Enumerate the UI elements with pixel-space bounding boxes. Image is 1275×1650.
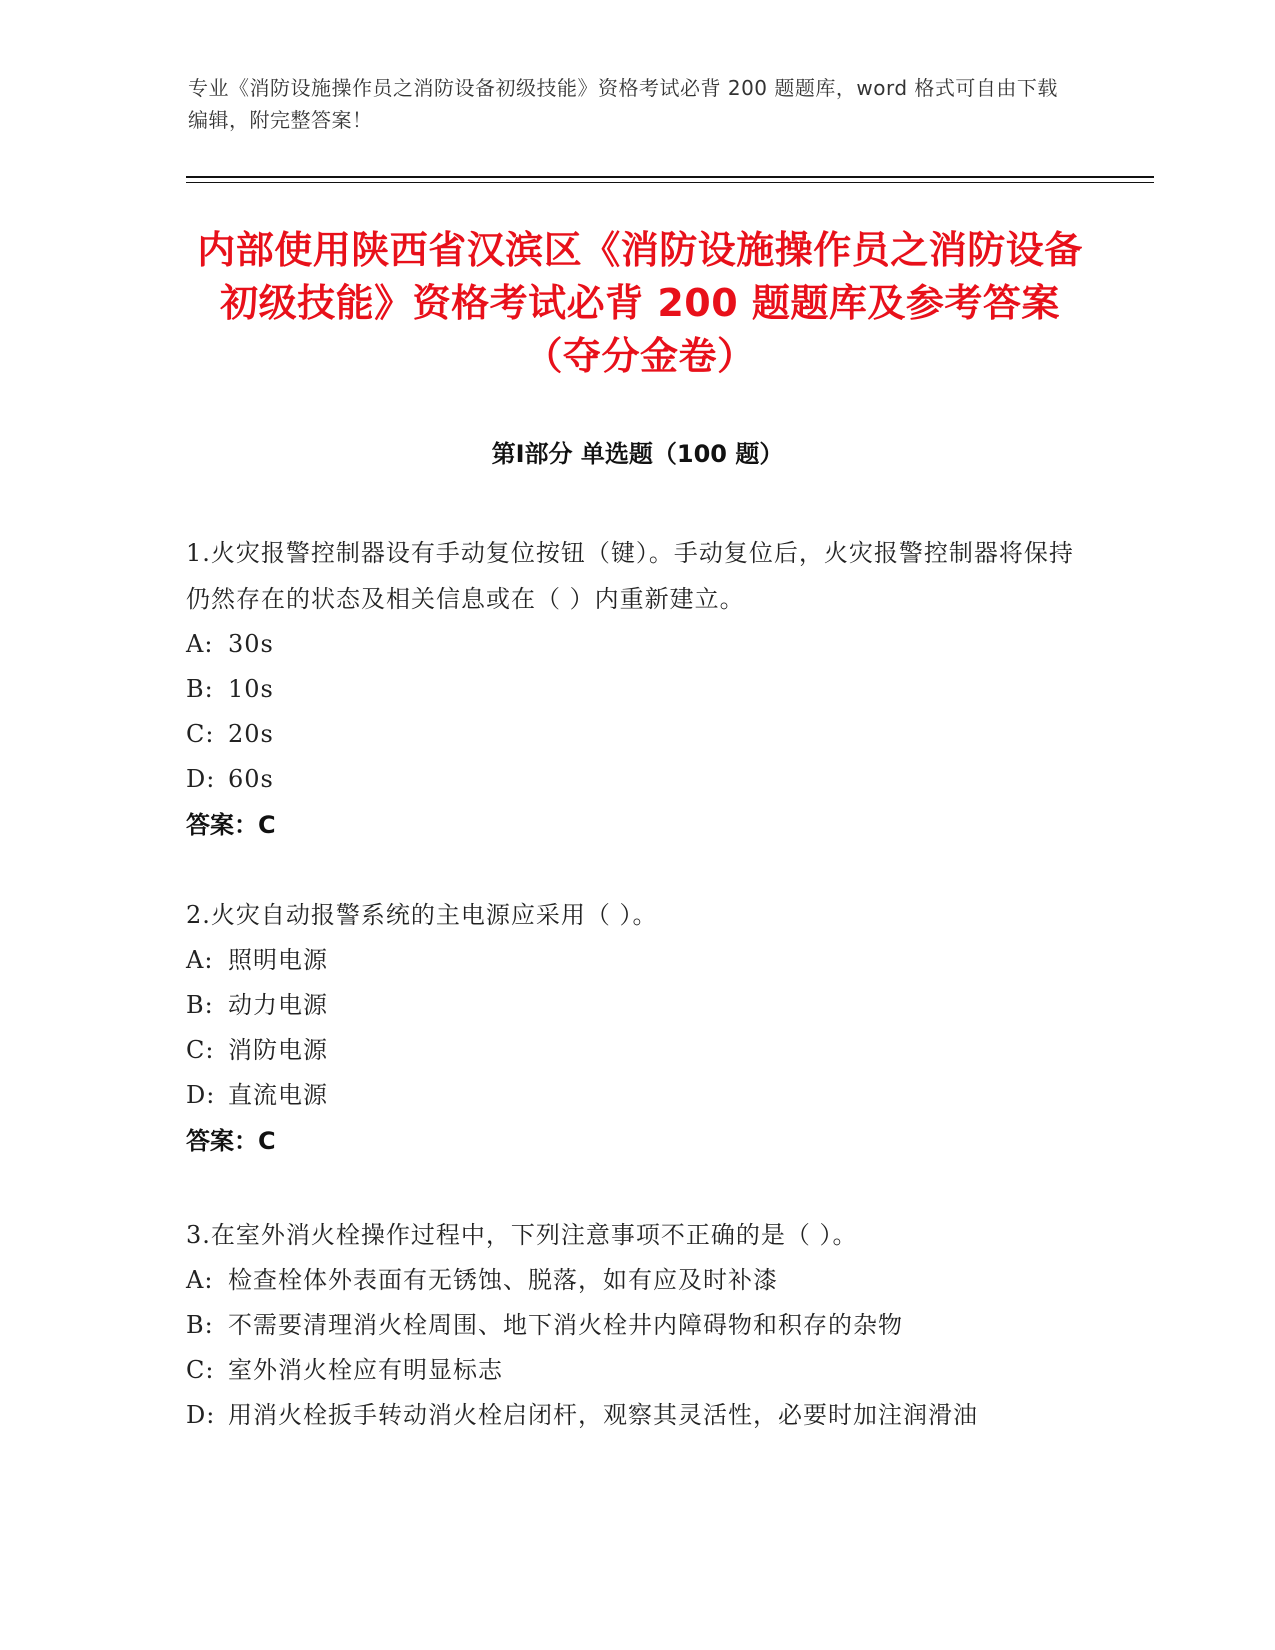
option-c xyxy=(186,1348,1086,1393)
option-letter: C: xyxy=(186,1356,215,1384)
option-letter: A: xyxy=(186,946,214,974)
answer: 答案：C xyxy=(186,811,276,839)
question-stem: 1.火灾报警控制器设有手动复位按钮（键）。手动复位后，火灾报警控制器将保持仍然存在的状态及相关信息或在（ ）内重新建立。 xyxy=(186,539,1074,613)
option-text: 不需要清理消火栓周围、地下消火栓井内障碍物和积存的杂物 xyxy=(228,1311,903,1339)
option-b xyxy=(186,667,1086,712)
option-text: 用消火栓扳手转动消火栓启闭杆，观察其灵活性，必要时加注润滑油 xyxy=(228,1401,978,1429)
option-text: 消防电源 xyxy=(228,1036,328,1064)
answer: 答案：C xyxy=(186,1127,276,1155)
option-a xyxy=(186,938,1086,983)
option-letter: B: xyxy=(186,1311,214,1339)
question-3 xyxy=(186,1212,1086,1438)
header-divider-thick xyxy=(186,176,1154,178)
option-letter: B: xyxy=(186,991,214,1019)
question-stem: 2.火灾自动报警系统的主电源应采用（ ）。 xyxy=(186,901,658,929)
option-d xyxy=(186,1073,1086,1118)
section-heading: 第Ⅰ部分 单选题（100 题） xyxy=(491,440,784,468)
document-title: 内部使用陕西省汉滨区《消防设施操作员之消防设备初级技能》资格考试必背 200 题题库及参考答案（夺分金卷） xyxy=(197,228,1083,378)
header-divider-thin xyxy=(186,182,1154,183)
question-stem: 3.在室外消火栓操作过程中，下列注意事项不正确的是（ ）。 xyxy=(186,1221,858,1249)
option-letter: A: xyxy=(186,1266,214,1294)
option-text: 60s xyxy=(228,765,274,793)
option-letter: B: xyxy=(186,675,214,703)
option-text: 动力电源 xyxy=(228,991,328,1019)
option-b xyxy=(186,1303,1086,1348)
option-letter: D: xyxy=(186,1081,216,1109)
option-c xyxy=(186,712,1086,757)
option-b xyxy=(186,983,1086,1028)
question-2 xyxy=(186,892,1086,1164)
option-letter: D: xyxy=(186,765,216,793)
option-letter: A: xyxy=(186,630,214,658)
option-text: 室外消火栓应有明显标志 xyxy=(228,1356,503,1384)
option-text: 30s xyxy=(228,630,274,658)
header-note: 专业《消防设施操作员之消防设备初级技能》资格考试必背 200 题题库，word 格式可自由下载编辑，附完整答案！ xyxy=(188,76,1058,132)
option-a xyxy=(186,622,1086,667)
option-text: 直流电源 xyxy=(228,1081,328,1109)
option-text: 10s xyxy=(228,675,274,703)
option-text: 检查栓体外表面有无锈蚀、脱落，如有应及时补漆 xyxy=(228,1266,778,1294)
option-text: 20s xyxy=(228,720,274,748)
option-letter: C: xyxy=(186,1036,215,1064)
option-letter: D: xyxy=(186,1401,216,1429)
option-d xyxy=(186,757,1086,802)
question-1 xyxy=(186,530,1086,848)
option-a xyxy=(186,1258,1086,1303)
option-letter: C: xyxy=(186,720,215,748)
option-d xyxy=(186,1393,1086,1438)
option-c xyxy=(186,1028,1086,1073)
option-text: 照明电源 xyxy=(228,946,328,974)
